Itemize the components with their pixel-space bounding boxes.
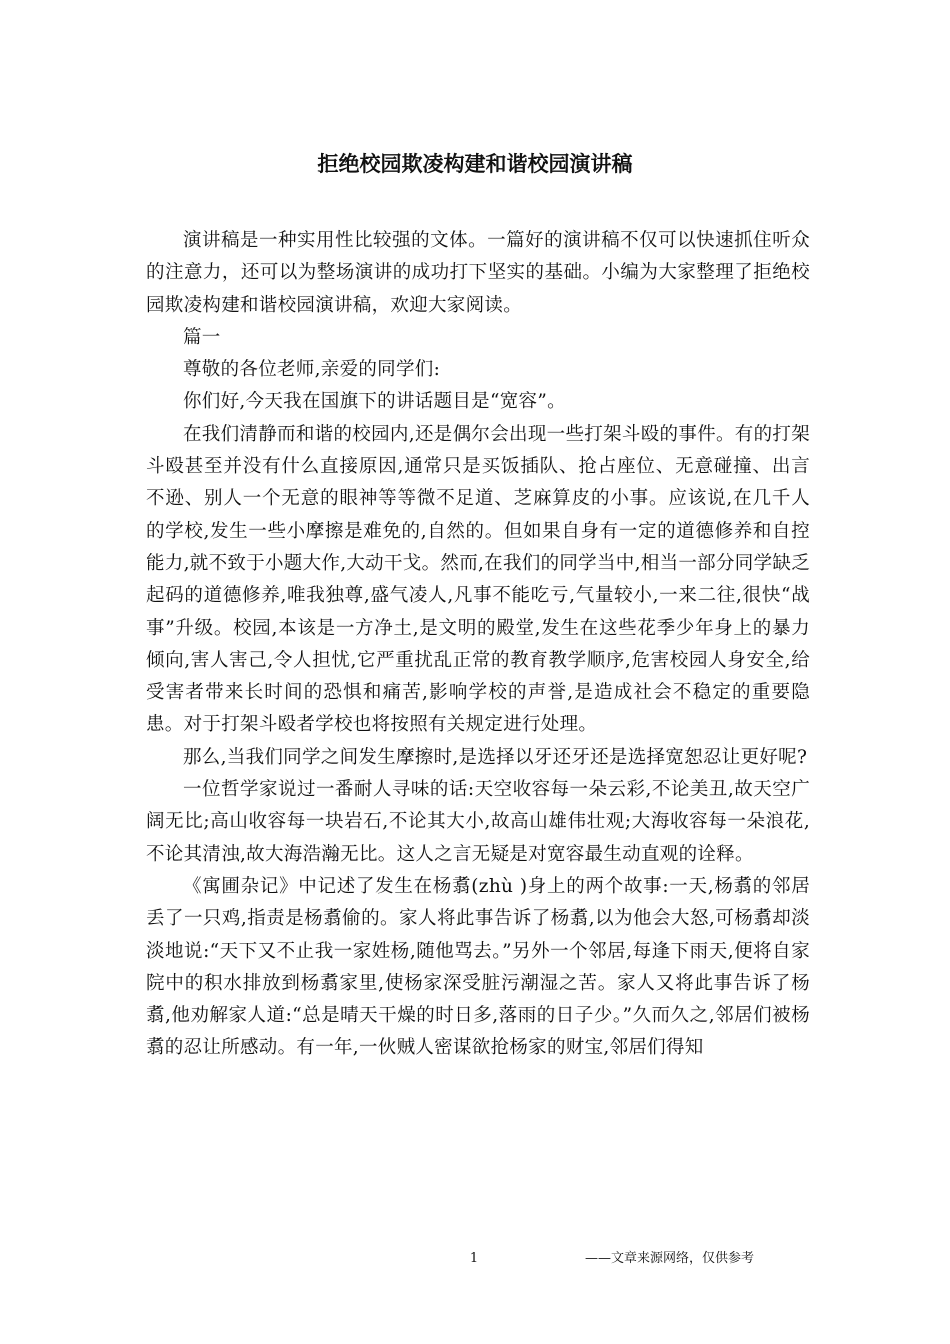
body-paragraph: 在我们清静而和谐的校园内,还是偶尔会出现一些打架斗殴的事件。有的打架斗殴甚至并没有什么直接原因,通常只是买饭插队、抢占座位、无意碰撞、出言不逊、别人一个无意的眼神等等微不足道、芝麻算皮的小事。应该说,在几千人的学校,发生一些小摩擦是难免的,自然的。但如果自身有一定的道德修养和自控能力,就不致于小题大作,大动干戈。然而,在我们的同学当中,相当一部分同学缺乏起码的道德修养,唯我独尊,盛气凌人,凡事不能吃亏,气量较小,一来二往,很快“战事”升级。校园,本该是一方净土,是文明的殿堂,发生在这些花季少年身上的暴力倾向,害人害己,令人担忧,它严重扰乱正常的教育教学顺序,危害校园人身安全,给受害者带来长时间的恐惧和痛苦,影响学校的声誉,是造成社会不稳定的重要隐患。对于打架斗殴者学校也将按照有关规定进行处理。 <box>146 423 810 736</box>
source-note: ——文章来源网络，仅供参考 <box>585 1251 755 1266</box>
body-paragraph: 一位哲学家说过一番耐人寻味的话:天空收容每一朵云彩,不论美丑,故天空广阔无比;高山收容每一块岩石,不论其大小,故高山雄伟壮观;大海收容每一朵浪花,不论其清浊,故大海浩瀚无比。这人之言无疑是对宽容最生动直观的诠释。 <box>146 779 810 865</box>
document-body <box>146 225 810 1065</box>
body-paragraph: 《寓圃杂记》中记述了发生在杨翥(zhù )身上的两个故事:一天,杨翥的邻居丢了一只鸡,指责是杨翥偷的。家人将此事告诉了杨翥,以为他会大怒,可杨翥却淡淡地说:“天下又不止我一家姓杨,随他骂去。”另外一个邻居,每逢下雨天,便将自家院中的积水排放到杨翥家里,使杨家深受脏污潮湿之苦。家人又将此事告诉了杨翥,他劝解家人道:“总是晴天干燥的时日多,落雨的日子少。”久而久之,邻居们被杨翥的忍让所感动。有一年,一伙贼人密谋欲抢杨家的财宝,邻居们得知 <box>146 875 810 1059</box>
page-number: 1 <box>469 1251 479 1266</box>
intro-paragraph: 演讲稿是一种实用性比较强的文体。一篇好的演讲稿不仅可以快速抓住听众的注意力，还可以为整场演讲的成功打下坚实的基础。小编为大家整理了拒绝校园欺凌构建和谐校园演讲稿，欢迎大家阅读。 <box>146 230 810 316</box>
document-title: 拒绝校园欺凌构建和谐校园演讲稿 <box>317 152 633 176</box>
greeting-paragraph: 你们好,今天我在国旗下的讲话题目是“宽容”。 <box>183 391 566 413</box>
salutation-paragraph: 尊敬的各位老师,亲爱的同学们: <box>183 359 441 381</box>
section-heading: 篇一 <box>183 326 221 348</box>
body-paragraph: 那么,当我们同学之间发生摩擦时,是选择以牙还牙还是选择宽恕忍让更好呢? <box>183 746 808 768</box>
